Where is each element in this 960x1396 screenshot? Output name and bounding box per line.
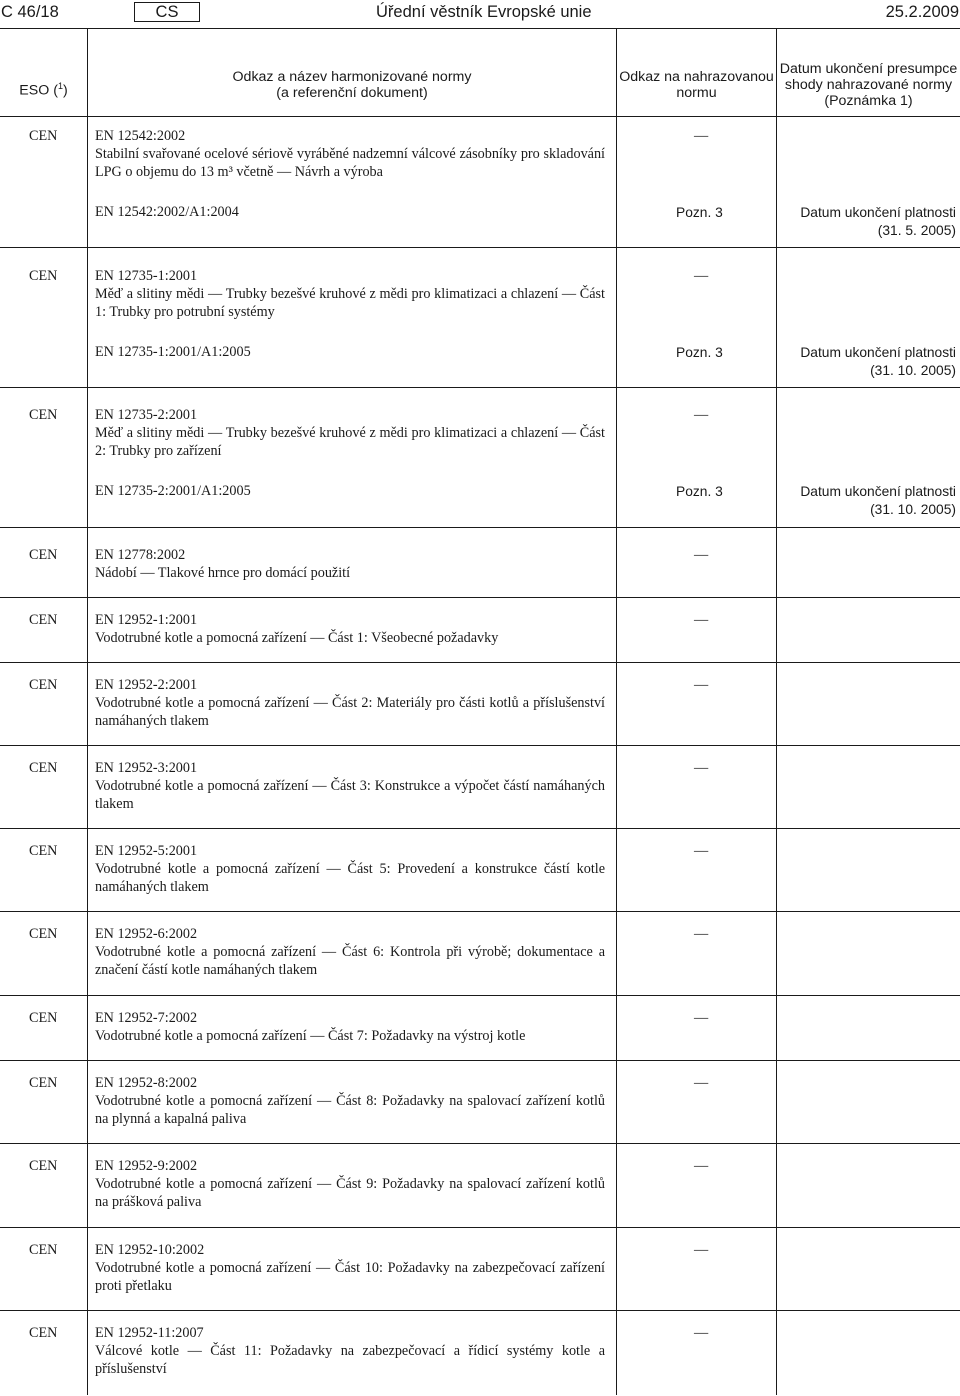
row-divider xyxy=(0,597,960,598)
cessation-date-label: Datum ukončení platnosti xyxy=(800,484,956,499)
header-divider xyxy=(0,116,960,117)
row-divider xyxy=(0,828,960,829)
standard-reference: EN 12952-10:2002 xyxy=(95,1242,205,1258)
issue-number: C 46/18 xyxy=(1,3,59,21)
standard-title: Vodotrubné kotle a pomocná zařízení — Část 10: Požadavky na zabezpečovací zařízení proti přetlaku xyxy=(95,1260,605,1294)
row-divider xyxy=(0,911,960,912)
standard-title: Měď a slitiny mědi — Trubky bezešvé kruhové z mědi pro klimatizaci a chlazení — Část 1: Trubky pro potrubní systémy xyxy=(95,286,605,320)
col-header-eso: ESO ($^1$) xyxy=(19,81,68,99)
superseded-standard: — xyxy=(694,677,709,693)
superseded-standard: — xyxy=(694,1158,709,1174)
superseded-standard: — xyxy=(694,128,709,144)
standard-title: Vodotrubné kotle a pomocná zařízení — Část 8: Požadavky na spalovací zařízení kotlů na plynná a kapalná paliva xyxy=(95,1093,605,1127)
column-divider xyxy=(616,28,617,1395)
standard-title: Měď a slitiny mědi — Trubky bezešvé kruhové z mědi pro klimatizaci a chlazení — Část 2: Trubky pro zařízení xyxy=(95,425,605,459)
standard-reference: EN 12952-9:2002 xyxy=(95,1158,198,1174)
standard-title: Nádobí — Tlakové hrnce pro domácí použití xyxy=(95,565,351,581)
standard-title: Stabilní svařované ocelové sériově vyráběné nadzemní válcové zásobníky pro skladování LPG o objemu do 13 m³ včetně — Návrh a výroba xyxy=(95,146,605,180)
column-divider xyxy=(87,28,88,1395)
standard-reference: EN 12735-2:2001 xyxy=(95,407,198,423)
row-divider xyxy=(0,247,960,248)
standard-reference: EN 12952-8:2002 xyxy=(95,1075,198,1091)
page-header xyxy=(0,0,960,26)
eso-cell: CEN xyxy=(29,1075,58,1091)
cessation-date: (31. 10. 2005) xyxy=(870,502,956,517)
amendment-reference: EN 12735-1:2001/A1:2005 xyxy=(95,344,251,360)
superseded-standard: — xyxy=(694,926,709,942)
amendment-note: Pozn. 3 xyxy=(676,484,723,499)
superseded-standard: — xyxy=(694,268,709,284)
superseded-standard: — xyxy=(694,407,709,423)
amendment-reference: EN 12542:2002/A1:2004 xyxy=(95,204,239,220)
column-divider xyxy=(776,28,777,1395)
cessation-date: (31. 10. 2005) xyxy=(870,363,956,378)
standard-reference: EN 12952-6:2002 xyxy=(95,926,198,942)
row-divider xyxy=(0,1143,960,1144)
standard-title: Vodotrubné kotle a pomocná zařízení — Část 7: Požadavky na výstroj kotle xyxy=(95,1028,526,1044)
standard-title: Vodotrubné kotle a pomocná zařízení — Část 5: Provedení a konstrukce částí kotle namáhaných tlakem xyxy=(95,861,605,895)
eso-cell: CEN xyxy=(29,760,58,776)
col-header-cessation-date: Datum ukončení presumpce shody nahrazované normy (Poznámka 1) xyxy=(779,61,958,109)
standard-title: Vodotrubné kotle a pomocná zařízení — Část 9: Požadavky na spalovací zařízení kotlů na prášková paliva xyxy=(95,1176,605,1210)
publication-date: 25.2.2009 xyxy=(885,3,959,21)
row-divider xyxy=(0,527,960,528)
row-divider xyxy=(0,1227,960,1228)
superseded-standard: — xyxy=(694,1010,709,1026)
standard-title: Válcové kotle — Část 11: Požadavky na zabezpečovací a řídicí systémy kotle a příslušenství xyxy=(95,1343,605,1377)
eso-cell: CEN xyxy=(29,407,58,423)
eso-cell: CEN xyxy=(29,1325,58,1341)
superseded-standard: — xyxy=(694,760,709,776)
superseded-standard: — xyxy=(694,612,709,628)
eso-cell: CEN xyxy=(29,926,58,942)
amendment-note: Pozn. 3 xyxy=(676,205,723,220)
amendment-reference: EN 12735-2:2001/A1:2005 xyxy=(95,483,251,499)
standard-reference: EN 12952-7:2002 xyxy=(95,1010,198,1026)
superseded-standard: — xyxy=(694,1242,709,1258)
superseded-standard: — xyxy=(694,1325,709,1341)
eso-cell: CEN xyxy=(29,612,58,628)
col-header-reference: Odkaz a název harmonizované normy (a referenční dokument) xyxy=(232,69,472,101)
eso-cell: CEN xyxy=(29,547,58,563)
standard-reference: EN 12952-2:2001 xyxy=(95,677,198,693)
superseded-standard: — xyxy=(694,843,709,859)
journal-title: Úřední věstník Evropské unie xyxy=(376,3,592,21)
standard-reference: EN 12952-5:2001 xyxy=(95,843,198,859)
eso-cell: CEN xyxy=(29,1158,58,1174)
row-divider xyxy=(0,1310,960,1311)
standard-title: Vodotrubné kotle a pomocná zařízení — Část 1: Všeobecné požadavky xyxy=(95,630,499,646)
standard-reference: EN 12952-3:2001 xyxy=(95,760,198,776)
standard-reference: EN 12735-1:2001 xyxy=(95,268,198,284)
standard-reference: EN 12952-1:2001 xyxy=(95,612,198,628)
eso-cell: CEN xyxy=(29,1010,58,1026)
cessation-date-label: Datum ukončení platnosti xyxy=(800,205,956,220)
superseded-standard: — xyxy=(694,547,709,563)
amendment-note: Pozn. 3 xyxy=(676,345,723,360)
cessation-date-label: Datum ukončení platnosti xyxy=(800,345,956,360)
row-divider xyxy=(0,745,960,746)
row-divider xyxy=(0,995,960,996)
language-code: CS xyxy=(134,2,200,22)
eso-cell: CEN xyxy=(29,128,58,144)
cessation-date: (31. 5. 2005) xyxy=(877,223,956,238)
standard-reference: EN 12542:2002 xyxy=(95,128,186,144)
eso-cell: CEN xyxy=(29,843,58,859)
row-divider xyxy=(0,387,960,388)
standard-title: Vodotrubné kotle a pomocná zařízení — Část 3: Konstrukce a výpočet částí namáhaných tlakem xyxy=(95,778,605,812)
standard-reference: EN 12952-11:2007 xyxy=(95,1325,204,1341)
row-divider xyxy=(0,662,960,663)
standard-title: Vodotrubné kotle a pomocná zařízení — Část 6: Kontrola při výrobě; dokumentace a značení částí kotle namáhaných tlakem xyxy=(95,944,605,978)
eso-cell: CEN xyxy=(29,268,58,284)
superseded-standard: — xyxy=(694,1075,709,1091)
standard-title: Vodotrubné kotle a pomocná zařízení — Část 2: Materiály pro části kotlů a příslušenství namáhaných tlakem xyxy=(95,695,605,729)
eso-cell: CEN xyxy=(29,1242,58,1258)
eso-cell: CEN xyxy=(29,677,58,693)
standard-reference: EN 12778:2002 xyxy=(95,547,186,563)
row-divider xyxy=(0,1060,960,1061)
col-header-superseded: Odkaz na nahrazovanou normu xyxy=(619,69,774,101)
